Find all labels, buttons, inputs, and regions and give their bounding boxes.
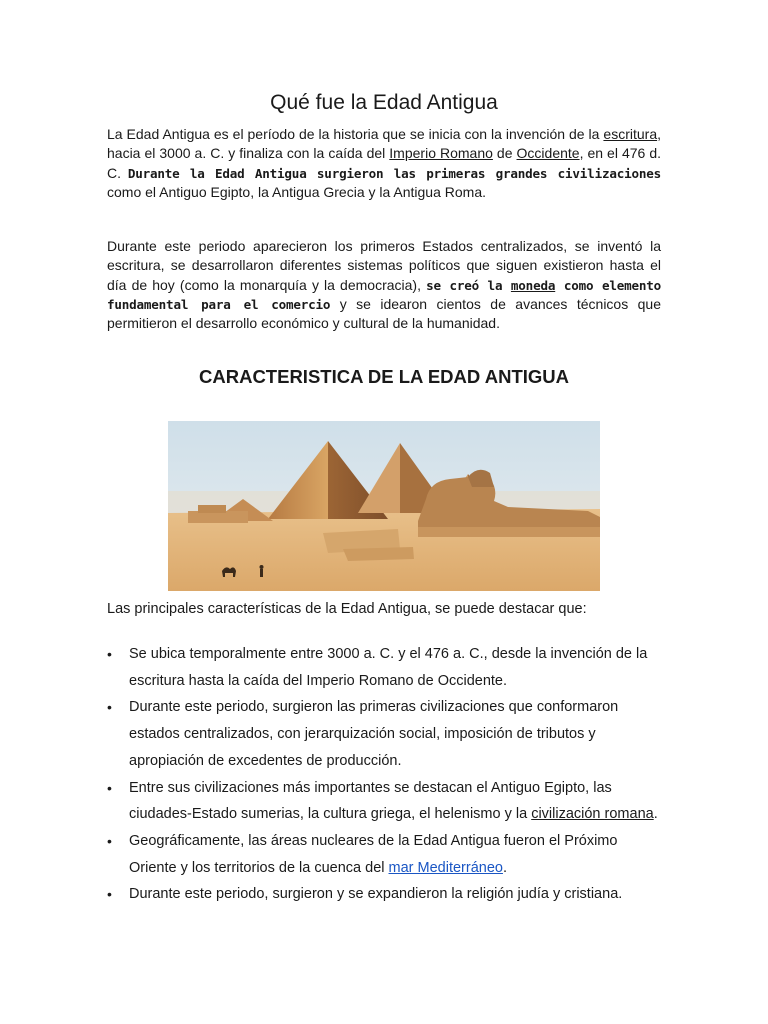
para1-text-2: , hacia el 3000 a. C. y finaliza con la caída del — [107, 126, 661, 162]
section-heading: CARACTERISTICA DE LA EDAD ANTIGUA — [199, 366, 569, 387]
para2-text-2: y se idearon cientos de avances técnicos que permitieron el desarrollo económico y cultural de la humanidad. — [107, 295, 661, 332]
para1-text-3: de — [492, 145, 517, 162]
list-item — [107, 775, 667, 828]
bullet-text-5: Durante este periodo, surgieron y se expandieron la religión judía y cristiana. — [129, 886, 623, 903]
bullet-text-3-end: . — [653, 806, 658, 823]
bullet-icon: • — [107, 886, 112, 903]
link-civilizacion-romana-2[interactable]: romana — [604, 806, 654, 823]
bullet-icon: • — [107, 699, 112, 716]
pyramids-image — [168, 421, 600, 591]
list-item — [107, 881, 667, 908]
bullet-icon: • — [107, 646, 112, 662]
link-mar-mediterraneo[interactable]: mar Mediterráneo — [388, 859, 503, 876]
para2-bold-1: se creó la — [426, 277, 511, 293]
list-item — [107, 828, 667, 881]
bullet-text-1: Se ubica temporalmente entre 3000 a. C. y el 476 a. C., desde la invención de la escritura hasta la caída del Imperio Romano de Occidente. — [129, 646, 648, 689]
page-title: Qué fue la Edad Antigua — [270, 91, 498, 114]
intro-paragraph — [107, 125, 661, 202]
para1-text-5: como el Antiguo Egipto, la Antigua Grecia y la Antigua Roma. — [107, 183, 487, 200]
bullet-text-4: Geográficamente, las áreas nucleares de la Edad Antigua fueron el Próximo Oriente y los territorios de la cuenca del — [129, 832, 618, 876]
list-item — [107, 641, 667, 694]
second-paragraph — [107, 237, 661, 333]
para1-text-4: , en el 476 d. C. — [107, 145, 662, 181]
bullet-text-3: Entre sus civilizaciones más importantes se destacan el Antiguo Egipto, las ciudades-Estado sumerias, la cultura griega, el helenismo y la — [129, 779, 612, 823]
list-item — [107, 694, 667, 774]
link-escritura[interactable]: escritura — [603, 126, 658, 142]
characteristics-intro: Las principales características de la Edad Antigua, se puede destacar que: — [107, 601, 587, 617]
para2-bold-2: como elemento fundamental para el comercio — [107, 277, 661, 312]
link-moneda[interactable]: moneda — [510, 277, 556, 293]
link-civilizacion-romana-1[interactable]: civilización — [531, 806, 605, 823]
link-occidente[interactable]: Occidente — [516, 145, 580, 162]
link-imperio-romano[interactable]: Imperio Romano — [389, 145, 493, 162]
para1-text-1: La Edad Antigua es el período de la historia que se inicia con la invención de la — [107, 126, 604, 142]
characteristics-list — [107, 641, 667, 908]
para1-bold-text: Durante la Edad Antigua surgieron las primeras grandes civilizaciones — [127, 165, 662, 181]
bullet-icon: • — [107, 779, 112, 796]
para2-text-1: Durante este periodo aparecieron los primeros Estados centralizados, se inventó la escritura, se desarrollaron diferentes sistemas políticos que siguen existieron hasta el día de hoy (como la monarquía y la democracia), — [107, 238, 661, 293]
bullet-text-2: Durante este periodo, surgieron las primeras civilizaciones que conformaron estados centralizados, con jerarquización social, imposición de tributos y apropiación de excedentes de producción. — [129, 699, 619, 769]
bullet-icon: • — [107, 832, 112, 849]
bullet-text-4-end: . — [502, 859, 507, 876]
